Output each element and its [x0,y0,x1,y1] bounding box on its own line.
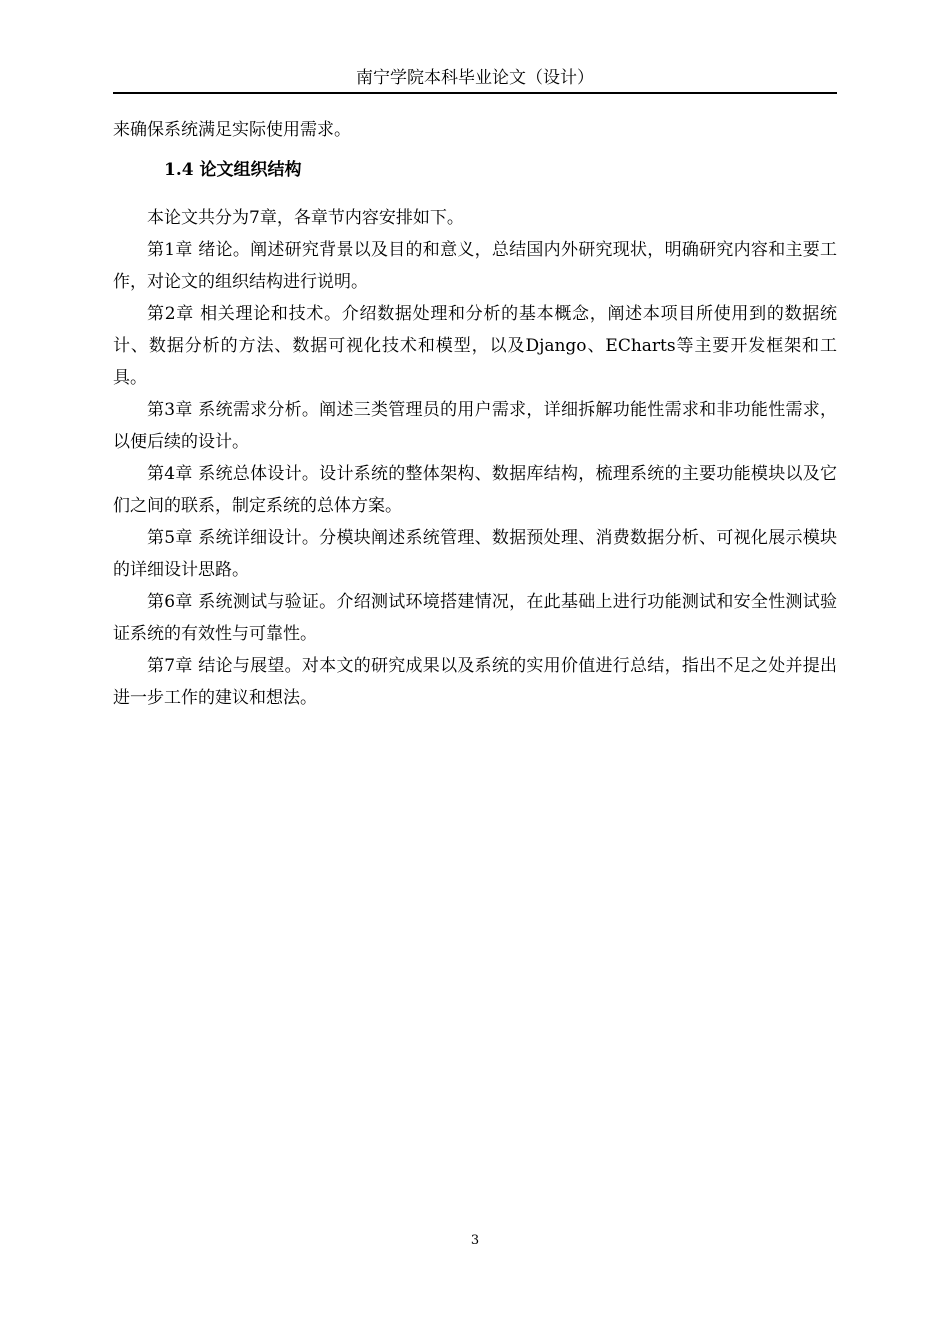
section-heading: 1.4 论文组织结构 [164,160,302,180]
body-text [113,114,837,714]
paragraph-chapter-2: 第2章 相关理论和技术。介绍数据处理和分析的基本概念，阐述本项目所使用到的数据统计、数据分析的方法、数据可视化技术和模型，以及Django、ECharts等主要开发框架和工具。 [113,304,837,388]
paragraph-chapter-1: 第1章 绪论。阐述研究背景以及目的和意义，总结国内外研究现状，明确研究内容和主要工作，对论文的组织结构进行说明。 [113,240,837,292]
header-rule [113,92,837,94]
paragraph-chapter-5: 第5章 系统详细设计。分模块阐述系统管理、数据预处理、消费数据分析、可视化展示模块的详细设计思路。 [113,528,837,580]
paragraph-chapter-6: 第6章 系统测试与验证。介绍测试环境搭建情况，在此基础上进行功能测试和安全性测试验证系统的有效性与可靠性。 [113,592,837,644]
continuation-paragraph: 来确保系统满足实际使用需求。 [113,120,351,140]
running-header: 南宁学院本科毕业论文（设计） [356,68,594,88]
spacer [113,146,837,154]
paragraph-chapter-4: 第4章 系统总体设计。设计系统的整体架构、数据库结构，梳理系统的主要功能模块以及它们之间的联系，制定系统的总体方案。 [113,464,837,516]
page-number: 3 [470,1233,480,1248]
paragraph-chapter-3: 第3章 系统需求分析。阐述三类管理员的用户需求，详细拆解功能性需求和非功能性需求，以便后续的设计。 [113,400,837,452]
paragraph-chapter-7: 第7章 结论与展望。对本文的研究成果以及系统的实用价值进行总结，指出不足之处并提出进一步工作的建议和想法。 [113,656,837,708]
paragraph-intro: 本论文共分为7章，各章节内容安排如下。 [147,208,464,228]
